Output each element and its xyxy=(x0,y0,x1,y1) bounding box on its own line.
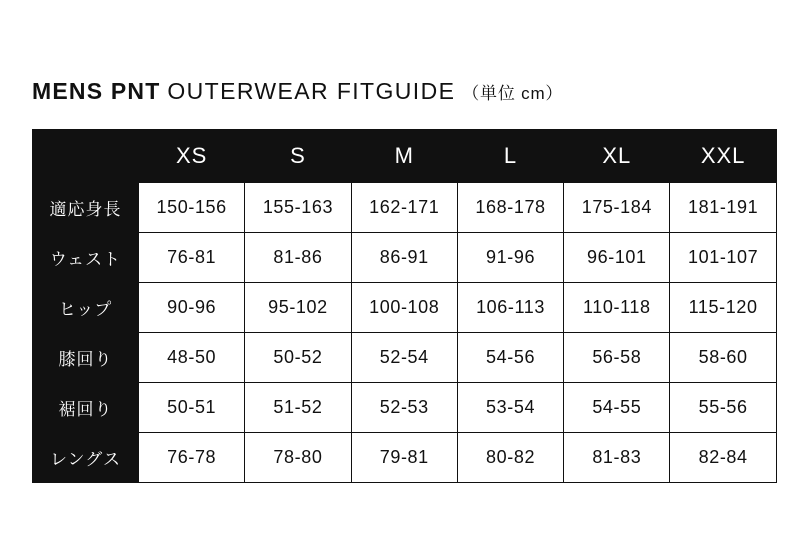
table-corner-cell xyxy=(33,130,139,183)
table-cell: 78-80 xyxy=(245,433,351,483)
table-cell: 110-118 xyxy=(564,283,670,333)
column-header-m: M xyxy=(351,130,457,183)
table-cell: 76-81 xyxy=(139,233,245,283)
page-title-unit: （単位 cm） xyxy=(462,84,564,103)
page-title-product: MENS PNT xyxy=(32,78,161,104)
table-cell: 54-56 xyxy=(457,333,563,383)
page-title xyxy=(32,78,563,105)
table-cell: 90-96 xyxy=(139,283,245,333)
table-row xyxy=(33,383,777,433)
size-chart-table xyxy=(32,129,777,483)
table-row xyxy=(33,283,777,333)
table-cell: 55-56 xyxy=(670,383,776,433)
table-cell: 100-108 xyxy=(351,283,457,333)
table-cell: 91-96 xyxy=(457,233,563,283)
table-cell: 58-60 xyxy=(670,333,776,383)
table-cell: 53-54 xyxy=(457,383,563,433)
table-cell: 150-156 xyxy=(139,183,245,233)
column-header-xs: XS xyxy=(139,130,245,183)
row-label: ウェスト xyxy=(33,233,139,283)
table-cell: 79-81 xyxy=(351,433,457,483)
table-cell: 106-113 xyxy=(457,283,563,333)
size-chart-body xyxy=(33,183,777,483)
table-cell: 155-163 xyxy=(245,183,351,233)
table-cell: 81-83 xyxy=(564,433,670,483)
row-label: 適応身長 xyxy=(33,183,139,233)
table-cell: 162-171 xyxy=(351,183,457,233)
table-cell: 76-78 xyxy=(139,433,245,483)
table-header-row xyxy=(33,130,777,183)
column-header-xxl: XXL xyxy=(670,130,776,183)
table-cell: 50-51 xyxy=(139,383,245,433)
column-header-xl: XL xyxy=(564,130,670,183)
table-cell: 54-55 xyxy=(564,383,670,433)
column-header-s: S xyxy=(245,130,351,183)
size-chart-header xyxy=(33,130,777,183)
row-label: 裾回り xyxy=(33,383,139,433)
table-cell: 81-86 xyxy=(245,233,351,283)
table-cell: 95-102 xyxy=(245,283,351,333)
table-row xyxy=(33,183,777,233)
table-cell: 51-52 xyxy=(245,383,351,433)
table-cell: 96-101 xyxy=(564,233,670,283)
table-cell: 175-184 xyxy=(564,183,670,233)
table-row xyxy=(33,333,777,383)
column-header-l: L xyxy=(457,130,563,183)
table-cell: 56-58 xyxy=(564,333,670,383)
row-label: 膝回り xyxy=(33,333,139,383)
row-label: レングス xyxy=(33,433,139,483)
table-cell: 82-84 xyxy=(670,433,776,483)
table-cell: 80-82 xyxy=(457,433,563,483)
table-cell: 52-54 xyxy=(351,333,457,383)
row-label: ヒップ xyxy=(33,283,139,333)
table-cell: 50-52 xyxy=(245,333,351,383)
table-cell: 115-120 xyxy=(670,283,776,333)
table-row xyxy=(33,233,777,283)
table-cell: 181-191 xyxy=(670,183,776,233)
table-cell: 48-50 xyxy=(139,333,245,383)
page-title-category: OUTERWEAR FITGUIDE xyxy=(167,78,456,104)
table-row xyxy=(33,433,777,483)
table-cell: 52-53 xyxy=(351,383,457,433)
table-cell: 86-91 xyxy=(351,233,457,283)
table-cell: 101-107 xyxy=(670,233,776,283)
table-cell: 168-178 xyxy=(457,183,563,233)
